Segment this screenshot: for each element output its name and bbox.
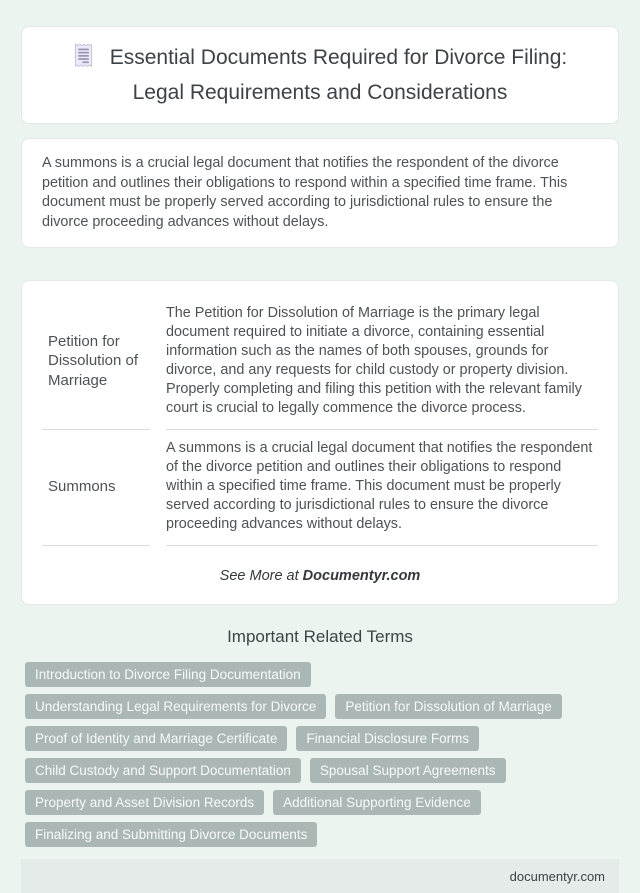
table-row xyxy=(42,295,598,430)
tag-child-custody-and-support-documentation[interactable]: Child Custody and Support Documentation xyxy=(25,758,301,783)
tag-finalizing-and-submitting-divorce-documents[interactable]: Finalizing and Submitting Divorce Documents xyxy=(25,822,317,847)
table-row xyxy=(42,430,598,546)
summary-card xyxy=(21,138,619,248)
tag-property-and-asset-division-records[interactable]: Property and Asset Division Records xyxy=(25,790,264,815)
page-title-text: Essential Documents Required for Divorce Filing: Legal Requirements and Considerations xyxy=(109,46,568,104)
tag-financial-disclosure-forms[interactable]: Financial Disclosure Forms xyxy=(296,726,479,751)
term-description: The Petition for Dissolution of Marriage is the primary legal document required to initiate a divorce, containing essential information such as the names of both spouses, grounds for divorce, and any requests for child custody or property division. Properly completing and filing this petition with the relevant family court is crucial to legally commence the divorce process. xyxy=(166,295,598,430)
footer-site-link[interactable]: documentyr.com xyxy=(509,868,605,884)
term-name: Summons xyxy=(42,430,150,546)
related-terms-tags xyxy=(25,662,619,847)
term-name: Petition for Dissolution of Marriage xyxy=(42,295,150,430)
page-title xyxy=(48,42,592,108)
title-card xyxy=(21,26,619,124)
see-more-site-link[interactable]: Documentyr.com xyxy=(302,568,421,584)
related-terms-heading: Important Related Terms xyxy=(227,627,413,646)
terms-table-card xyxy=(21,280,619,605)
tag-understanding-legal-requirements-for-divorce[interactable]: Understanding Legal Requirements for Divorce xyxy=(25,694,326,719)
summary-text: A summons is a crucial legal document that notifies the respondent of the divorce petition and outlines their obligations to respond within a specified time frame. This document must be properly served according to jurisdictional rules to ensure the divorce proceeding advances without delays. xyxy=(42,155,568,230)
tag-introduction-to-divorce-filing-documentation[interactable]: Introduction to Divorce Filing Documentation xyxy=(25,662,311,687)
tag-spousal-support-agreements[interactable]: Spousal Support Agreements xyxy=(310,758,506,783)
tag-petition-for-dissolution-of-marriage[interactable]: Petition for Dissolution of Marriage xyxy=(335,694,561,719)
see-more-prefix: See More at xyxy=(219,568,303,584)
term-description: A summons is a crucial legal document that notifies the respondent of the divorce petition and outlines their obligations to respond within a specified time frame. This document must be properly served according to jurisdictional rules to ensure the divorce proceeding advances without delays. xyxy=(166,430,598,546)
receipt-icon xyxy=(73,43,94,77)
see-more-line xyxy=(42,568,598,584)
tag-proof-of-identity-and-marriage-certificate[interactable]: Proof of Identity and Marriage Certificate xyxy=(25,726,287,751)
footer-bar xyxy=(21,859,619,893)
tag-additional-supporting-evidence[interactable]: Additional Supporting Evidence xyxy=(273,790,481,815)
